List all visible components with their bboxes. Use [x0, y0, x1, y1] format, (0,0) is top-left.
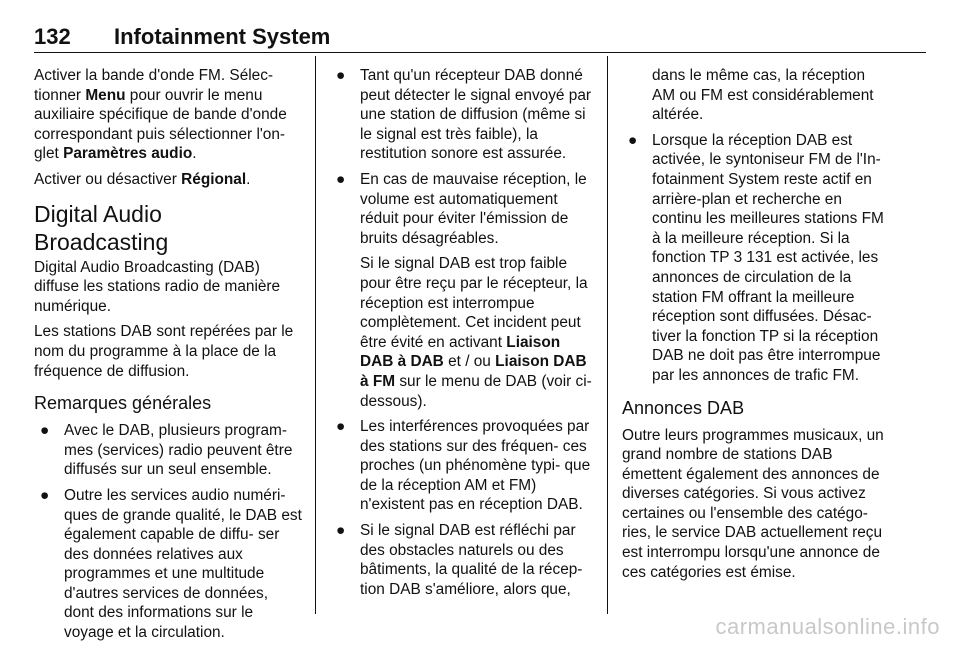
menu-term: Menu [85, 86, 126, 104]
bullet-list-3 [330, 417, 592, 599]
page-reference-link[interactable]: 3 131 [733, 249, 773, 267]
bullet-icon: ● [336, 418, 346, 436]
section-title: Infotainment System [114, 24, 331, 49]
paragraph-regional: Activer ou désactiver Régional. [34, 170, 251, 188]
watermark: carmanualsonline.info [715, 614, 940, 639]
paragraph-dab-intro: Digital Audio Broadcasting (DAB) diffuse les stations radio de manière numérique. [34, 258, 281, 315]
column-divider-1 [315, 56, 316, 614]
bullet-icon: ● [336, 522, 346, 540]
bullet-icon: ● [336, 170, 346, 188]
column-divider-2 [607, 56, 608, 614]
list-item: ● Si le signal DAB est réfléchi par des obstacles naturels ou des bâtiments, la qualité de la récep‐ tion DAB s'améliore, alors que, [336, 522, 583, 598]
column-2 [330, 66, 592, 605]
bullet-icon: ● [628, 131, 638, 149]
bullet-icon: ● [40, 486, 50, 504]
list-item: ● Les interférences provoquées par des stations sur des fréquen‐ ces proches (un phénomène typi‐ que de la réception AM et FM) n'existent pas en réception DAB. [336, 418, 591, 514]
paragraph-continuation: dans le même cas, la réception AM ou FM est considérablement altérée. [652, 67, 874, 124]
paragraph-announcements: Outre leurs programmes musicaux, un grand nombre de stations DAB émettent également des annonces de diverses catégories. Si vous activez certaines ou l'ensemble des catégo‐ ries, le service DAB actuellement reçu est interrompu lorsqu'une annonce de ces catégories est émise. [622, 426, 884, 581]
dab-fm-link-term: Liaison DAB à FM [360, 353, 587, 390]
list-item: ● Tant qu'un récepteur DAB donné peut détecter le signal envoyé par une station de diffusion (même si le signal est très faible), la restitution sonore est assurée. [336, 67, 592, 163]
list-item: ● Lorsque la réception DAB est activée, le syntoniseur FM de l'In‐ fotainment System reste actif en arrière-plan et recherche en continu les meilleures stations FM à la meilleure réception. Si la fonction TP 3 131 est activée, les annonces de circulation de la station FM offrant la meilleure réception sont diffusées. Désac‐ tiver la fonction TP si la réception DAB ne doit pas être interrompue par les annonces de trafic FM. [628, 131, 884, 384]
paragraph-weak-signal: Si le signal DAB est trop faible pour être reçu par le récepteur, la réception est interrompue complètement. Cet incident peut être évité en activant Liaison DAB à DAB et / ou Liaison DAB à FM sur le menu de DAB (voir ci- dessous). [360, 255, 592, 410]
header-rule [34, 52, 926, 53]
list-item: ● Outre les services audio numéri‐ ques de grande qualité, le DAB est également capable de diffu‐ ser des données relatives aux programmes et une multitude d'autres services de données, dont des informations sur le voyage et la circulation. [40, 486, 302, 642]
paragraph-dab-stations: Les stations DAB sont repérées par le nom du programme à la place de la fréquence de diffusion. [34, 323, 294, 380]
column-3 [622, 66, 888, 588]
bullet-list-4 [622, 131, 888, 386]
paragraph-fm-band: Activer la bande d'onde FM. Sélec‐ tionner Menu pour ouvrir le menu auxiliaire spécifique de bande d'onde correspondant puis sélectionner l'on‐ glet Paramètres audio. [34, 67, 287, 163]
column-1 [34, 66, 302, 649]
regional-term: Régional [181, 170, 247, 188]
bullet-list-2 [330, 66, 592, 248]
dab-dab-link-term: Liaison DAB à DAB [360, 333, 561, 371]
heading-dab: Digital Audio Broadcasting [34, 200, 169, 255]
page-header [34, 24, 926, 54]
page-number: 132 [34, 24, 71, 49]
heading-dab-announcements: Annonces DAB [622, 397, 745, 418]
list-item: ● Avec le DAB, plusieurs program‐ mes (services) radio peuvent être diffusés sur un seul ensemble. [40, 422, 293, 479]
bullet-icon: ● [336, 67, 346, 84]
list-item: ● En cas de mauvaise réception, le volume est automatiquement réduit pour éviter l'émission de bruits désagréables. [336, 170, 587, 247]
heading-general-remarks: Remarques générales [34, 393, 212, 414]
bullet-list-1 [34, 421, 302, 643]
bullet-icon: ● [40, 422, 50, 440]
audio-settings-term: Paramètres audio [63, 145, 193, 163]
